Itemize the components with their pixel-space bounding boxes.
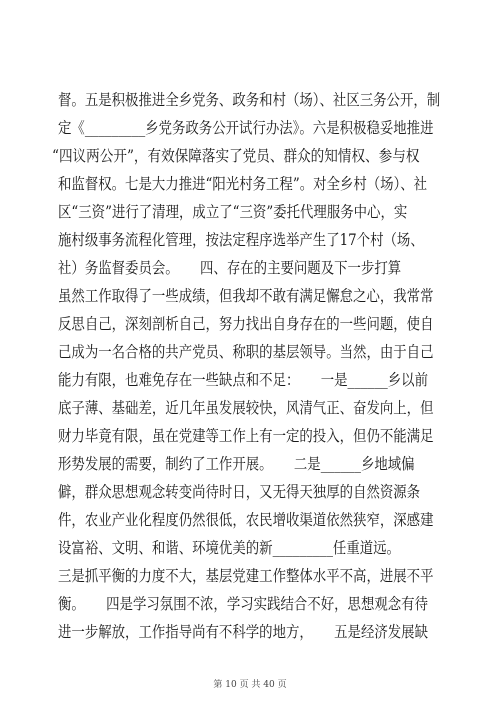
body-line: 件，农业产业化程度仍然很低，农民增收渠道依然狭窄，深感建	[58, 511, 434, 529]
body-line: 形势发展的需要，制约了工作开展。 二是______乡地域偏	[58, 455, 415, 473]
body-line: 反思自己，深刻剖析自己，努力找出自身存在的一些问题，使自	[58, 315, 434, 333]
body-line: 衡。 四是学习氛围不浓，学习实践结合不好，思想观念有待	[58, 595, 429, 613]
body-line: 设富裕、文明、和谐、环境优美的新_________任重道远。	[58, 539, 400, 557]
body-line: 虽然工作取得了一些成绩，但我却不敢有满足懈怠之心，我常常	[58, 287, 434, 305]
page-number-footer: 第 10 页 共 40 页	[213, 680, 287, 690]
body-line: 施村级事务流程化管理，按法定程序选举产生了17个村（场、	[58, 231, 424, 249]
body-line: 督。五是积极推进全乡党务、政务和村（场）、社区三务公开，制	[58, 91, 441, 109]
body-line: 和监督权。七是大力推进“阳光村务工程”。对全乡村（场）、社	[58, 175, 428, 193]
body-line: 三是抓平衡的力度不大，基层党建工作整体水平不高，进展不平	[58, 567, 434, 585]
body-line: 底子薄、基础差，近几年虽发展较快，风清气正、奋发向上，但	[58, 399, 434, 417]
body-line: 财力毕竟有限，虽在党建等工作上有一定的投入，但仍不能满足	[58, 427, 434, 445]
body-line: 社）务监督委员会。 四、存在的主要问题及下一步打算	[58, 259, 402, 277]
body-line: 区“三资”进行了清理，成立了“三资”委托代理服务中心，实	[58, 203, 408, 221]
body-line: “四议两公开”，有效保障落实了党员、群众的知情权、参与权	[52, 147, 420, 165]
body-line: 能力有限，也难免存在一些缺点和不足： 一是______乡以前	[58, 371, 429, 389]
body-line: 僻，群众思想观念转变尚待时日，又无得天独厚的自然资源条	[58, 483, 421, 501]
body-line: 进一步解放，工作指导尚有不科学的地方， 五是经济发展缺	[58, 623, 429, 641]
body-line: 定《_________乡党务政务公开试行办法》。六是积极稳妥地推进	[58, 119, 434, 137]
body-line: 己成为一名合格的共产党员、称职的基层领导。当然，由于自己	[58, 343, 434, 361]
